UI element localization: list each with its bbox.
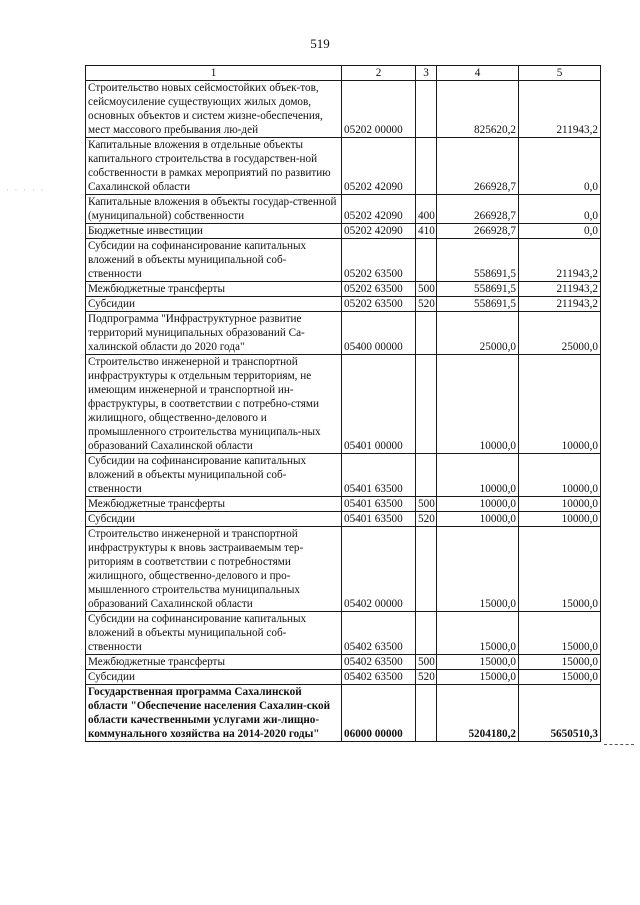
row-amount-2015-cell: 10000,0 [519,497,601,512]
row-type-cell: 410 [416,224,437,239]
row-type-cell [416,239,437,282]
row-type-cell: 400 [416,195,437,224]
table-row [86,138,601,195]
row-name-cell: Подпрограмма "Инфраструктурное развитие территорий муниципальных образований Са-халинской области до 2020 года" [86,312,342,355]
row-code-cell: 05401 00000 [342,355,416,454]
row-type-cell [416,138,437,195]
row-type-cell: 520 [416,512,437,527]
row-type-cell [416,312,437,355]
row-amount-2015-cell: 10000,0 [519,512,601,527]
row-amount-2015-cell: 10000,0 [519,355,601,454]
row-amount-2015-cell: 10000,0 [519,454,601,497]
table-row [86,282,601,297]
scan-edge-mark [604,744,634,745]
col-header-1: 1 [86,66,342,81]
row-amount-2014-cell: 10000,0 [437,512,519,527]
scan-margin-marks: · · · · · [6,186,46,195]
row-name-cell: Строительство новых сейсмостойких объек-тов, сейсмоусиление существующих жилых домов, основных объектов и систем жизне-обеспечения, мест массового пребывания лю-дей [86,81,342,138]
row-name-cell: Бюджетные инвестиции [86,224,342,239]
row-amount-2014-cell: 15000,0 [437,655,519,670]
table-row [86,454,601,497]
table-row [86,685,601,742]
row-amount-2015-cell: 25000,0 [519,312,601,355]
row-type-cell [416,527,437,612]
table-row [86,355,601,454]
row-amount-2014-cell: 15000,0 [437,670,519,685]
table-body [86,81,601,742]
row-name-cell: Межбюджетные трансферты [86,282,342,297]
header-row [86,66,601,81]
row-type-cell [416,355,437,454]
table-row [86,497,601,512]
row-amount-2015-cell: 15000,0 [519,612,601,655]
row-code-cell: 05402 63500 [342,655,416,670]
table-row [86,527,601,612]
row-amount-2014-cell: 10000,0 [437,454,519,497]
row-type-cell: 520 [416,297,437,312]
budget-table [85,65,601,742]
row-amount-2015-cell: 15000,0 [519,670,601,685]
row-code-cell: 06000 00000 [342,685,416,742]
row-amount-2015-cell: 211943,2 [519,282,601,297]
row-code-cell: 05402 63500 [342,670,416,685]
row-type-cell: 500 [416,497,437,512]
row-amount-2015-cell: 0,0 [519,224,601,239]
row-name-cell: Субсидии на софинансирование капитальных вложений в объекты муниципальной соб-ственности [86,612,342,655]
row-amount-2014-cell: 266928,7 [437,224,519,239]
row-code-cell: 05202 00000 [342,81,416,138]
row-amount-2014-cell: 825620,2 [437,81,519,138]
row-code-cell: 05401 63500 [342,497,416,512]
row-type-cell [416,454,437,497]
row-name-cell: Государственная программа Сахалинской области "Обеспечение населения Сахалин-ской области качественными услугами жи-лищно-коммунального хозяйства на 2014-2020 годы" [86,685,342,742]
row-amount-2015-cell: 15000,0 [519,527,601,612]
row-amount-2014-cell: 266928,7 [437,138,519,195]
row-code-cell: 05402 63500 [342,612,416,655]
row-code-cell: 05401 63500 [342,454,416,497]
row-type-cell [416,612,437,655]
row-name-cell: Субсидии на софинансирование капитальных вложений в объекты муниципальной соб-ственности [86,239,342,282]
col-header-4: 4 [437,66,519,81]
row-name-cell: Межбюджетные трансферты [86,497,342,512]
row-code-cell: 05202 42090 [342,195,416,224]
col-header-3: 3 [416,66,437,81]
row-amount-2014-cell: 558691,5 [437,282,519,297]
row-amount-2015-cell: 5650510,3 [519,685,601,742]
row-name-cell: Строительство инженерной и транспортной инфраструктуры к отдельным территориям, не имеющим инженерной и транспортной ин-фраструктуры, в соответствии с потребно-стями жилищного, общественно-делового и промышленного строительства муниципаль-ных образований Сахалинской области [86,355,342,454]
col-header-5: 5 [519,66,601,81]
col-header-2: 2 [342,66,416,81]
row-amount-2014-cell: 10000,0 [437,497,519,512]
row-amount-2014-cell: 266928,7 [437,195,519,224]
row-code-cell: 05202 63500 [342,297,416,312]
row-name-cell: Строительство инженерной и транспортной инфраструктуры к вновь застраиваемым тер-риториям в соответствии с потребностями жилищного, общественно-делового и про-мышленного строительства муниципальных образований Сахалинской области [86,527,342,612]
page-number: 519 [310,36,330,51]
row-name-cell: Субсидии [86,670,342,685]
row-amount-2014-cell: 15000,0 [437,612,519,655]
row-code-cell: 05202 42090 [342,224,416,239]
row-amount-2015-cell: 0,0 [519,195,601,224]
table-row [86,239,601,282]
row-amount-2014-cell: 558691,5 [437,297,519,312]
row-type-cell: 500 [416,282,437,297]
row-name-cell: Субсидии [86,297,342,312]
row-type-cell [416,81,437,138]
row-amount-2014-cell: 5204180,2 [437,685,519,742]
table-row [86,670,601,685]
row-amount-2014-cell: 558691,5 [437,239,519,282]
row-amount-2015-cell: 0,0 [519,138,601,195]
row-type-cell: 500 [416,655,437,670]
row-code-cell: 05202 63500 [342,282,416,297]
row-type-cell: 520 [416,670,437,685]
table-row [86,81,601,138]
row-name-cell: Капитальные вложения в объекты государ-ственной (муниципальной) собственности [86,195,342,224]
row-name-cell: Субсидии [86,512,342,527]
table-row [86,612,601,655]
row-name-cell: Субсидии на софинансирование капитальных вложений в объекты муниципальной соб-ственности [86,454,342,497]
table-row [86,195,601,224]
row-amount-2015-cell: 211943,2 [519,81,601,138]
table-row [86,312,601,355]
row-code-cell: 05202 42090 [342,138,416,195]
row-code-cell: 05402 00000 [342,527,416,612]
table-row [86,297,601,312]
table-row [86,655,601,670]
row-amount-2015-cell: 15000,0 [519,655,601,670]
row-name-cell: Межбюджетные трансферты [86,655,342,670]
row-amount-2015-cell: 211943,2 [519,239,601,282]
row-amount-2014-cell: 25000,0 [437,312,519,355]
table-row [86,224,601,239]
row-type-cell [416,685,437,742]
row-amount-2014-cell: 15000,0 [437,527,519,612]
row-amount-2015-cell: 211943,2 [519,297,601,312]
row-code-cell: 05400 00000 [342,312,416,355]
row-code-cell: 05202 63500 [342,239,416,282]
table-row [86,512,601,527]
row-amount-2014-cell: 10000,0 [437,355,519,454]
row-name-cell: Капитальные вложения в отдельные объекты капитального строительства в государствен-ной собственности в рамках мероприятий по развитию Сахалинской области [86,138,342,195]
row-code-cell: 05401 63500 [342,512,416,527]
